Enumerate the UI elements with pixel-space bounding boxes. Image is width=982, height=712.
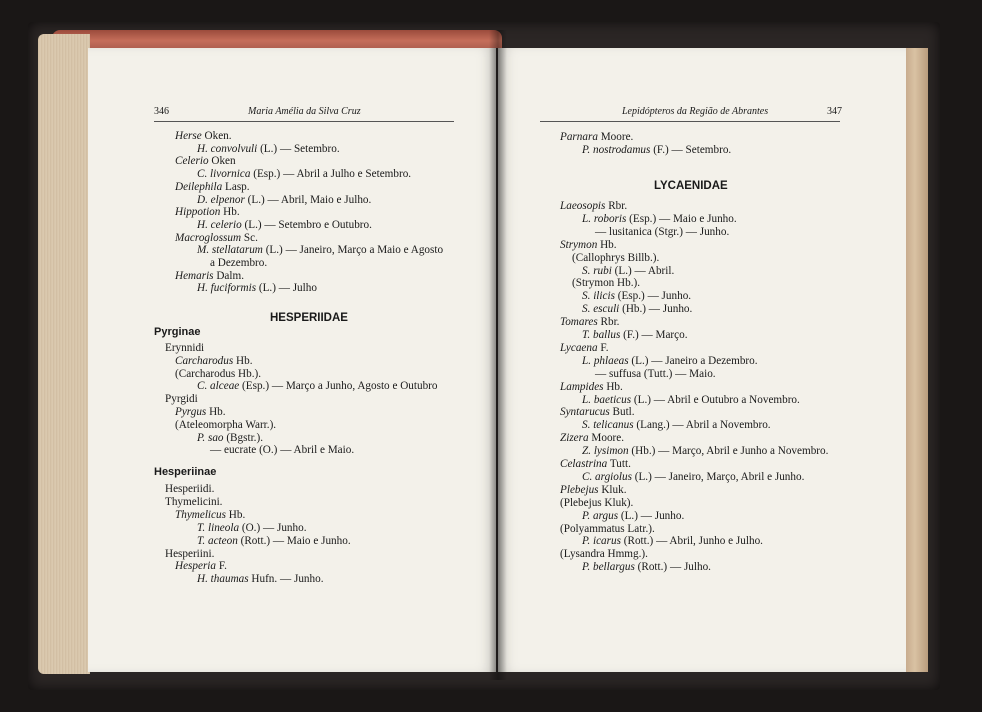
entry-line bbox=[560, 432, 624, 445]
entry-line bbox=[175, 368, 261, 381]
page-number: 347 bbox=[827, 106, 842, 117]
entry-text: (Lysandra Hmmg.). bbox=[560, 548, 648, 561]
taxon-name: H. thaumas bbox=[197, 573, 249, 586]
taxon-name: T. acteon bbox=[197, 534, 238, 547]
taxon-name: P. argus bbox=[582, 509, 619, 522]
taxon-name: Deilephila bbox=[175, 180, 223, 193]
taxon-name: Herse bbox=[175, 130, 202, 142]
running-head-title: Maria Amélia da Silva Cruz bbox=[248, 106, 361, 117]
entry-text: (Bgstr.). bbox=[223, 431, 263, 444]
entry-line bbox=[560, 484, 627, 497]
entry-text: (Ateleomorpha Warr.). bbox=[175, 418, 277, 431]
entry-line bbox=[165, 548, 214, 561]
page-block-edge bbox=[38, 34, 90, 674]
right-running-head bbox=[498, 106, 908, 120]
entry-text: — eucrate (O.) — Abril e Maio. bbox=[210, 444, 355, 457]
entry-text: (Polyammatus Latr.). bbox=[560, 522, 655, 535]
entry-text: (Esp.) — Junho. bbox=[614, 290, 692, 303]
entry-line bbox=[210, 257, 267, 270]
entry-line bbox=[197, 282, 317, 295]
taxon-name: L. phlaeas bbox=[582, 354, 629, 367]
family-heading: HESPERIIDAE bbox=[270, 312, 348, 324]
entry-text: (L.) — Janeiro, Março a Maio e Agosto bbox=[262, 244, 444, 257]
taxon-name: Laeosopis bbox=[560, 200, 606, 212]
entry-text: (L.) — Janeiro a Dezembro. bbox=[628, 354, 758, 367]
taxon-name: Lycaena bbox=[560, 341, 598, 354]
taxon-name: T. ballus bbox=[582, 329, 621, 341]
taxon-name: H. convolvuli bbox=[197, 142, 258, 155]
entry-line bbox=[560, 131, 633, 144]
entry-line bbox=[175, 560, 227, 573]
entry-text: (L.) — Junho. bbox=[618, 509, 685, 522]
entry-line bbox=[582, 144, 731, 157]
entry-text: (Callophrys Billb.). bbox=[572, 251, 660, 264]
entry-line bbox=[560, 548, 648, 561]
entry-text: Hufn. — Junho. bbox=[248, 573, 324, 586]
entry-text: (Rott.) — Abril, Junho e Julho. bbox=[620, 535, 763, 548]
entry-text: (L.) — Setembro e Outubro. bbox=[241, 218, 372, 231]
taxon-name: Z. lysimon bbox=[582, 445, 629, 458]
entry-text: Hb. bbox=[206, 406, 226, 418]
book-gutter bbox=[489, 30, 507, 680]
entry-line bbox=[210, 444, 354, 457]
taxon-name: D. elpenor bbox=[197, 193, 245, 206]
taxon-name: Carcharodus bbox=[175, 354, 234, 367]
taxon-name: C. alceae bbox=[197, 380, 240, 393]
entry-text: Kluk. bbox=[598, 483, 627, 496]
entry-line bbox=[175, 419, 276, 432]
entry-line bbox=[175, 181, 250, 194]
entry-line bbox=[197, 194, 371, 207]
entry-text: (F.) — Março. bbox=[620, 329, 688, 341]
entry-line bbox=[582, 419, 771, 432]
taxon-name: H. celerio bbox=[197, 218, 242, 231]
entry-text: (Esp.) — Março a Junho, Agosto e Outubro bbox=[239, 380, 438, 393]
left-page bbox=[88, 48, 496, 672]
entry-text: (L.) — Abril. bbox=[611, 264, 675, 277]
entry-text: (Esp.) — Abril a Julho e Setembro. bbox=[250, 168, 412, 181]
taxon-name: M. stellatarum bbox=[197, 244, 263, 257]
entry-text: Rbr. bbox=[597, 316, 620, 329]
entry-text: (Rott.) — Julho. bbox=[634, 561, 711, 574]
entry-text: (O.) — Junho. bbox=[239, 521, 307, 534]
entry-line bbox=[165, 393, 198, 406]
taxon-name: Zizera bbox=[560, 432, 589, 445]
subfamily-heading: Pyrginae bbox=[154, 326, 201, 338]
entry-line bbox=[582, 329, 688, 342]
entry-line bbox=[560, 458, 631, 471]
entry-text: — lusitanica (Stgr.) — Junho. bbox=[595, 225, 730, 238]
taxon-name: Hesperia bbox=[175, 560, 217, 573]
entry-line bbox=[165, 483, 214, 496]
entry-line bbox=[560, 523, 655, 536]
entry-text: Oken bbox=[208, 155, 236, 168]
entry-line bbox=[197, 219, 372, 232]
entry-text: Moore. bbox=[588, 432, 625, 445]
subfamily-heading: Hesperiinae bbox=[154, 466, 217, 478]
taxon-name: P. sao bbox=[197, 431, 224, 444]
entry-line bbox=[165, 496, 222, 509]
entry-line bbox=[197, 380, 438, 393]
entry-line bbox=[582, 265, 674, 278]
entry-line bbox=[165, 342, 204, 355]
right-page bbox=[498, 48, 908, 672]
entry-line bbox=[175, 130, 232, 143]
entry-line bbox=[197, 244, 443, 257]
entry-text: Hb. bbox=[603, 380, 623, 393]
taxon-name: Parnara bbox=[560, 131, 598, 143]
entry-text: Sc. bbox=[241, 231, 258, 244]
entry-line bbox=[560, 381, 623, 394]
taxon-name: C. livornica bbox=[197, 168, 251, 181]
entry-line bbox=[175, 355, 253, 368]
entry-line bbox=[582, 394, 800, 407]
taxon-name: Strymon bbox=[560, 238, 598, 251]
entry-line bbox=[582, 510, 684, 523]
taxon-name: P. icarus bbox=[582, 535, 621, 548]
taxon-name: H. fuciformis bbox=[197, 282, 257, 295]
entry-line bbox=[175, 406, 226, 419]
entry-text: (Plebejus Kluk). bbox=[560, 496, 634, 509]
taxon-name: Pyrgus bbox=[175, 406, 207, 418]
entry-line bbox=[582, 471, 804, 484]
entry-text: Dalm. bbox=[213, 269, 244, 282]
entry-line bbox=[582, 290, 691, 303]
entry-text: (F.) — Setembro. bbox=[650, 144, 732, 156]
entry-text: (L.) — Setembro. bbox=[257, 142, 340, 155]
page-number: 346 bbox=[154, 106, 169, 117]
entry-line bbox=[572, 252, 659, 265]
entry-text: Butl. bbox=[609, 406, 635, 419]
taxon-name: Tomares bbox=[560, 316, 598, 329]
entry-line bbox=[595, 226, 729, 239]
entry-text: (Lang.) — Abril a Novembro. bbox=[633, 419, 771, 432]
left-running-head bbox=[88, 106, 496, 120]
taxon-name: S. ilicis bbox=[582, 290, 615, 303]
entry-text: a Dezembro. bbox=[210, 257, 268, 269]
entry-text: Rbr. bbox=[605, 200, 628, 212]
entry-line bbox=[572, 277, 640, 290]
entry-line bbox=[560, 200, 627, 213]
entry-line bbox=[175, 270, 244, 283]
entry-line bbox=[560, 406, 635, 419]
entry-line bbox=[197, 535, 351, 548]
entry-line bbox=[197, 522, 307, 535]
entry-text: Hesperiini. bbox=[165, 547, 215, 560]
entry-line bbox=[560, 342, 609, 355]
entry-text: Pyrgidi bbox=[165, 393, 198, 406]
entry-line bbox=[175, 155, 236, 168]
entry-text: Lasp. bbox=[222, 180, 250, 193]
taxon-name: S. rubi bbox=[582, 264, 612, 277]
taxon-name: Macroglossum bbox=[175, 231, 242, 244]
entry-text: (Strymon Hb.). bbox=[572, 277, 641, 290]
entry-text: Hb. bbox=[220, 206, 240, 219]
entry-line bbox=[582, 561, 711, 574]
entry-text: (L.) — Abril e Outubro a Novembro. bbox=[631, 393, 800, 406]
taxon-name: Celerio bbox=[175, 155, 209, 168]
entry-text: Hesperiidi. bbox=[165, 483, 215, 495]
family-heading: LYCAENIDAE bbox=[654, 180, 728, 192]
entry-text: — suffusa (Tutt.) — Maio. bbox=[595, 367, 716, 380]
entry-text: (Esp.) — Maio e Junho. bbox=[626, 212, 737, 225]
taxon-name: T. lineola bbox=[197, 521, 240, 534]
taxon-name: C. argiolus bbox=[582, 470, 632, 483]
entry-line bbox=[582, 213, 737, 226]
entry-text: Hb. bbox=[225, 508, 246, 521]
taxon-name: Hemaris bbox=[175, 269, 214, 282]
entry-line bbox=[582, 535, 763, 548]
entry-text: F. bbox=[597, 341, 609, 354]
taxon-name: P. nostrodamus bbox=[582, 144, 651, 156]
page-top-edge bbox=[52, 30, 502, 48]
entry-text: F. bbox=[216, 560, 227, 573]
entry-line bbox=[560, 239, 617, 252]
taxon-name: S. telicanus bbox=[582, 419, 634, 432]
taxon-name: Syntarucus bbox=[560, 406, 610, 419]
entry-text: (Carcharodus Hb.). bbox=[175, 367, 262, 380]
taxon-name: Plebejus bbox=[560, 483, 599, 496]
entry-text: (L.) — Abril, Maio e Julho. bbox=[244, 193, 372, 206]
entry-text: Hb. bbox=[233, 354, 253, 367]
entry-text: Hb. bbox=[597, 238, 617, 251]
entry-line bbox=[595, 368, 716, 381]
entry-line bbox=[197, 573, 324, 586]
entry-text: Moore. bbox=[597, 131, 634, 143]
entry-text: (Hb.) — Março, Abril e Junho a Novembro. bbox=[628, 445, 829, 458]
entry-text: Thymelicini. bbox=[165, 495, 223, 508]
entry-line bbox=[582, 445, 828, 458]
entry-text: Oken. bbox=[201, 130, 232, 142]
header-rule bbox=[540, 121, 840, 122]
entry-line bbox=[197, 143, 340, 156]
entry-text: (Rott.) — Maio e Junho. bbox=[237, 534, 351, 547]
running-head-title: Lepidópteros da Região de Abrantes bbox=[622, 106, 769, 117]
entry-line bbox=[175, 232, 258, 245]
taxon-name: L. baeticus bbox=[582, 393, 632, 406]
entry-text: (L.) — Janeiro, Março, Abril e Junho. bbox=[631, 470, 805, 483]
entry-text: Tutt. bbox=[607, 458, 631, 470]
taxon-name: L. roboris bbox=[582, 212, 627, 225]
taxon-name: Hippotion bbox=[175, 206, 221, 219]
entry-line bbox=[560, 316, 619, 329]
entry-text: (Hb.) — Junho. bbox=[619, 303, 693, 316]
page-block-edge-right bbox=[906, 48, 928, 672]
taxon-name: Thymelicus bbox=[175, 508, 226, 521]
entry-line bbox=[175, 509, 245, 522]
entry-line bbox=[175, 206, 240, 219]
entry-text: (L.) — Julho bbox=[256, 282, 317, 295]
header-rule bbox=[154, 121, 454, 122]
entry-line bbox=[197, 168, 411, 181]
entry-text: Erynnidi bbox=[165, 342, 205, 354]
entry-line bbox=[197, 432, 263, 445]
taxon-name: Celastrina bbox=[560, 458, 608, 470]
entry-line bbox=[582, 303, 692, 316]
entry-line bbox=[582, 355, 758, 368]
taxon-name: P. bellargus bbox=[582, 561, 635, 574]
taxon-name: S. esculi bbox=[582, 303, 620, 316]
taxon-name: Lampides bbox=[560, 380, 604, 393]
entry-line bbox=[560, 497, 633, 510]
